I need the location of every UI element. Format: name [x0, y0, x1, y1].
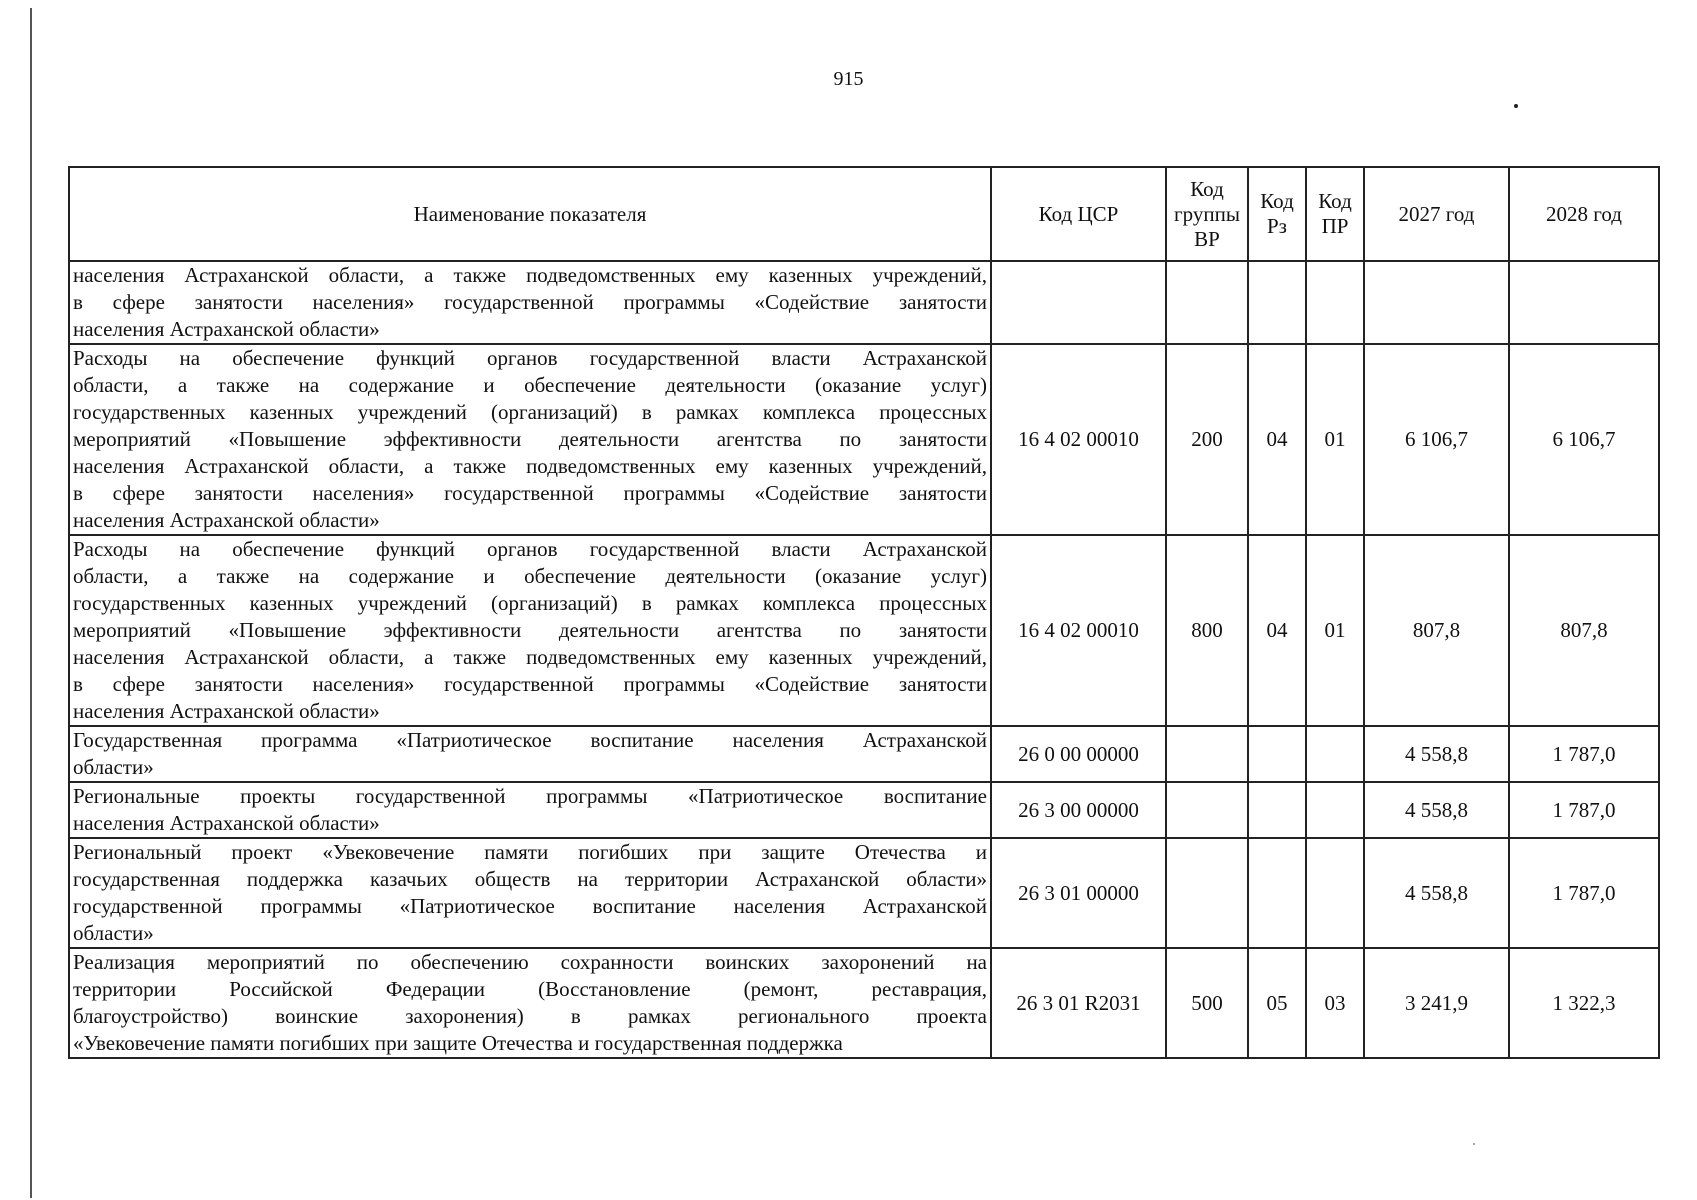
header-name: Наименование показателя [69, 167, 991, 261]
indicator-name-cell [69, 726, 991, 782]
left-margin-rule [30, 8, 32, 1198]
indicator-name-line: мероприятий «Повышение эффективности деятельности агентства по занятости [73, 618, 987, 642]
csr-code-cell: 16 4 02 00010 [991, 344, 1166, 535]
indicator-name-line: государственных казенных учреждений (организаций) в рамках комплекса процессных [73, 591, 987, 615]
scan-speck [1473, 1143, 1475, 1145]
indicator-name-cell [69, 535, 991, 726]
pr-code-cell: 03 [1306, 948, 1364, 1058]
csr-code-cell: 26 0 00 00000 [991, 726, 1166, 782]
indicator-name-line: населения Астраханской области, а также подведомственных ему казенных учреждений, [73, 645, 987, 669]
indicator-name-line: территории Российской Федерации (Восстановление (ремонт, реставрация, [73, 977, 987, 1001]
indicator-name-line: Региональные проекты государственной программы «Патриотическое воспитание [73, 784, 987, 808]
indicator-name-cell [69, 948, 991, 1058]
indicator-name-line: государственной программы «Патриотическое воспитание населения Астраханской [73, 894, 987, 918]
table-row [69, 726, 1659, 782]
amount-2027-cell: 4 558,8 [1364, 838, 1509, 948]
indicator-name-cell [69, 782, 991, 838]
rz-code-cell [1248, 261, 1306, 344]
indicator-name-line: государственная поддержка казачьих обществ на территории Астраханской области» [73, 867, 987, 891]
header-pr: Код ПР [1306, 167, 1364, 261]
csr-code-cell [991, 261, 1166, 344]
amount-2027-cell: 4 558,8 [1364, 782, 1509, 838]
indicator-name-line: населения Астраханской области» [73, 811, 380, 835]
amount-2028-cell: 6 106,7 [1509, 344, 1659, 535]
indicator-name-line: Государственная программа «Патриотическое воспитание населения Астраханской [73, 728, 987, 752]
indicator-name-cell [69, 838, 991, 948]
csr-code-cell: 16 4 02 00010 [991, 535, 1166, 726]
amount-2028-cell [1509, 261, 1659, 344]
amount-2027-cell: 6 106,7 [1364, 344, 1509, 535]
page-number: 915 [833, 68, 864, 90]
pr-code-cell [1306, 838, 1364, 948]
budget-table [68, 166, 1660, 1059]
table-row [69, 948, 1659, 1058]
amount-2027-cell: 3 241,9 [1364, 948, 1509, 1058]
table-body [69, 261, 1659, 1058]
csr-code-cell: 26 3 01 00000 [991, 838, 1166, 948]
indicator-name-line: Расходы на обеспечение функций органов государственной власти Астраханской [73, 346, 987, 370]
pr-code-cell [1306, 782, 1364, 838]
pr-code-cell [1306, 261, 1364, 344]
indicator-name-line: населения Астраханской области» [73, 317, 380, 341]
header-2027: 2027 год [1364, 167, 1509, 261]
indicator-name-line: области, а также на содержание и обеспечение деятельности (оказание услуг) [73, 373, 987, 397]
indicator-name-line: государственных казенных учреждений (организаций) в рамках комплекса процессных [73, 400, 987, 424]
rz-code-cell: 05 [1248, 948, 1306, 1058]
vr-code-cell [1166, 838, 1248, 948]
amount-2028-cell: 1 787,0 [1509, 726, 1659, 782]
indicator-name-line: в сфере занятости населения» государственной программы «Содействие занятости [73, 672, 987, 696]
table-row [69, 535, 1659, 726]
indicator-name-line: населения Астраханской области, а также подведомственных ему казенных учреждений, [73, 454, 987, 478]
indicator-name-line: области» [73, 921, 154, 945]
indicator-name-line: «Увековечение памяти погибших при защите Отечества и государственная поддержка [73, 1031, 843, 1055]
indicator-name-line: Реализация мероприятий по обеспечению сохранности воинских захоронений на [73, 950, 987, 974]
indicator-name-line: в сфере занятости населения» государственной программы «Содействие занятости [73, 481, 987, 505]
indicator-name-line: благоустройство) воинские захоронения) в рамках регионального проекта [73, 1004, 987, 1028]
indicator-name-line: населения Астраханской области» [73, 508, 380, 532]
indicator-name-line: Региональный проект «Увековечение памяти погибших при защите Отечества и [73, 840, 987, 864]
table-row [69, 838, 1659, 948]
scan-speck [1514, 104, 1518, 108]
indicator-name-cell [69, 261, 991, 344]
rz-code-cell: 04 [1248, 344, 1306, 535]
amount-2028-cell: 1 787,0 [1509, 838, 1659, 948]
amount-2027-cell: 4 558,8 [1364, 726, 1509, 782]
rz-code-cell: 04 [1248, 535, 1306, 726]
amount-2028-cell: 807,8 [1509, 535, 1659, 726]
indicator-name-line: населения Астраханской области» [73, 699, 380, 723]
indicator-name-line: области» [73, 755, 154, 779]
pr-code-cell: 01 [1306, 344, 1364, 535]
amount-2027-cell [1364, 261, 1509, 344]
csr-code-cell: 26 3 01 R2031 [991, 948, 1166, 1058]
table-header [69, 167, 1659, 261]
header-csr: Код ЦСР [991, 167, 1166, 261]
indicator-name-line: населения Астраханской области, а также подведомственных ему казенных учреждений, [73, 263, 987, 287]
vr-code-cell [1166, 261, 1248, 344]
header-row [69, 167, 1659, 261]
pr-code-cell: 01 [1306, 535, 1364, 726]
vr-code-cell [1166, 782, 1248, 838]
vr-code-cell: 500 [1166, 948, 1248, 1058]
rz-code-cell [1248, 726, 1306, 782]
indicator-name-line: мероприятий «Повышение эффективности деятельности агентства по занятости [73, 427, 987, 451]
header-2028: 2028 год [1509, 167, 1659, 261]
amount-2027-cell: 807,8 [1364, 535, 1509, 726]
vr-code-cell: 800 [1166, 535, 1248, 726]
amount-2028-cell: 1 322,3 [1509, 948, 1659, 1058]
vr-code-cell [1166, 726, 1248, 782]
pr-code-cell [1306, 726, 1364, 782]
indicator-name-line: в сфере занятости населения» государственной программы «Содействие занятости [73, 290, 987, 314]
csr-code-cell: 26 3 00 00000 [991, 782, 1166, 838]
header-vr: Код группы ВР [1166, 167, 1248, 261]
indicator-name-line: Расходы на обеспечение функций органов государственной власти Астраханской [73, 537, 987, 561]
rz-code-cell [1248, 782, 1306, 838]
rz-code-cell [1248, 838, 1306, 948]
header-rz: Код Рз [1248, 167, 1306, 261]
table-row [69, 782, 1659, 838]
table-row [69, 344, 1659, 535]
indicator-name-line: области, а также на содержание и обеспечение деятельности (оказание услуг) [73, 564, 987, 588]
table-row [69, 261, 1659, 344]
amount-2028-cell: 1 787,0 [1509, 782, 1659, 838]
vr-code-cell: 200 [1166, 344, 1248, 535]
indicator-name-cell [69, 344, 991, 535]
